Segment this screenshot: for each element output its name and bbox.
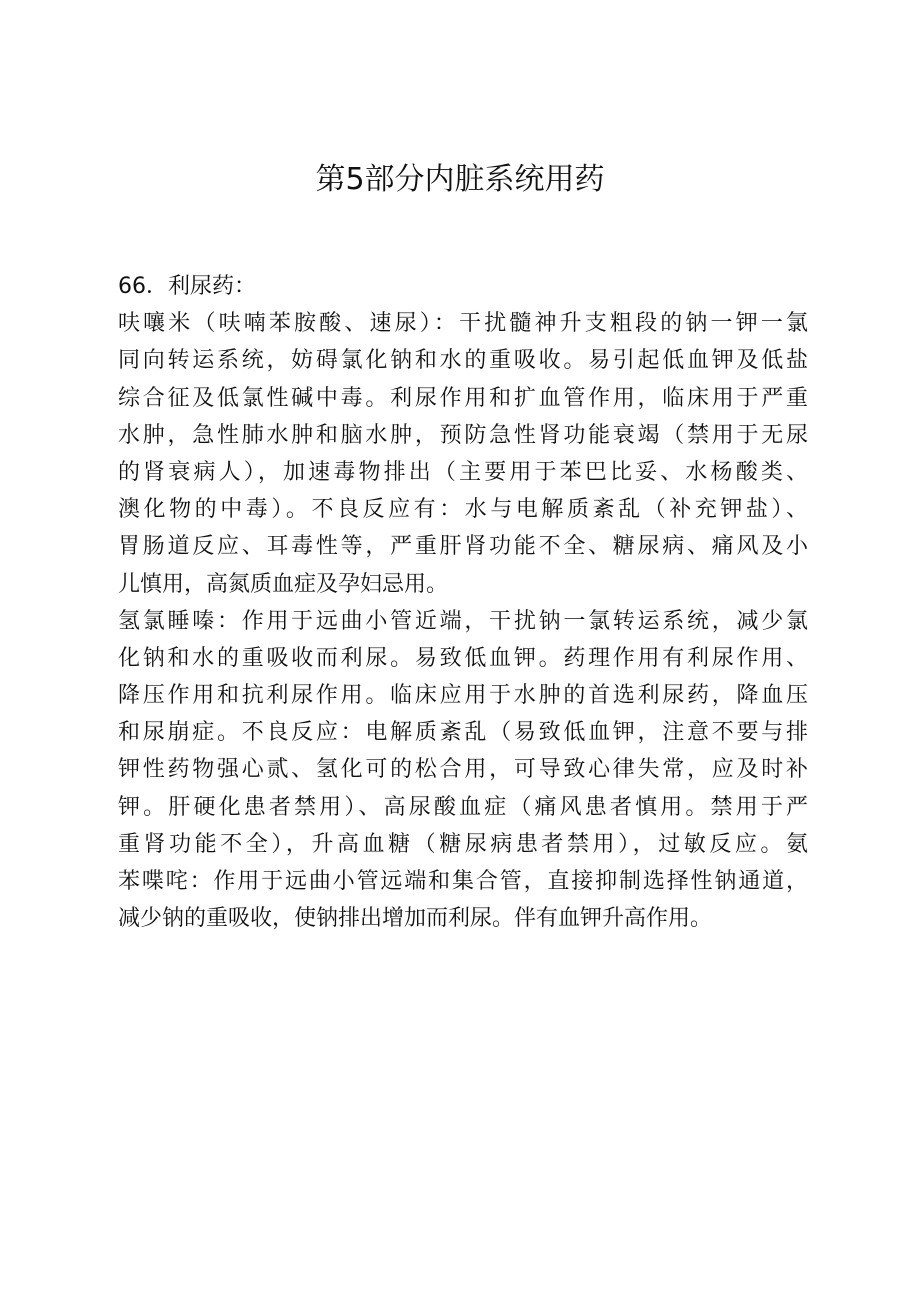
page-title: 第5部分内脏系统用药 — [315, 162, 605, 197]
section-heading: 66．利尿药： — [118, 274, 256, 299]
paragraph-line: 化钠和水的重吸收而利尿。易致低血钾。药理作用有利尿作用、 — [118, 645, 808, 671]
paragraph-line: 减少钠的重吸收，使钠排出增加而利尿。伴有血钾升高作用。 — [118, 906, 713, 932]
paragraph-line: 综合征及低氯性碱中毒。利尿作用和扩血管作用，临床用于严重 — [118, 385, 808, 411]
paragraph-line: 苯喋咤：作用于远曲小管远端和集合管，直接抑制选择性钠通道， — [118, 869, 808, 894]
paragraph-line: 澳化物的中毒）。不良反应有：水与电解质紊乱（补充钾盐）、 — [118, 497, 808, 523]
paragraph-line: 和尿崩症。不良反应：电解质紊乱（易致低血钾，注意不要与排 — [118, 720, 808, 746]
paragraph-line: 降压作用和抗利尿作用。临床应用于水肿的首选利尿药，降血压 — [118, 683, 808, 709]
paragraph-line: 同向转运系统，妨碍氯化钠和水的重吸收。易引起低血钾及低盐 — [118, 348, 808, 374]
paragraph-line: 的肾衰病人），加速毒物排出（主要用于苯巴比妥、水杨酸类、 — [118, 459, 808, 485]
paragraph-line: 儿慎用，高氮质血症及孕妇忌用。 — [118, 571, 449, 597]
paragraph-line: 胃肠道反应、耳毒性等，严重肝肾功能不全、糖尿病、痛风及小 — [118, 534, 808, 560]
document-body — [118, 268, 808, 937]
paragraph-line: 水肿，急性肺水肿和脑水肿，预防急性肾功能衰竭（禁用于无尿 — [118, 422, 808, 448]
paragraph-line: 呋嚷米（呋喃苯胺酸、速尿）：干扰髓神升支粗段的钠一钾一氯 — [118, 311, 808, 337]
paragraph-line: 氢氯睡嗪：作用于远曲小管近端，干扰钠一氯转运系统，减少氯 — [118, 608, 808, 634]
paragraph-line: 重肾功能不全），升高血糖（糖尿病患者禁用），过敏反应。氨 — [118, 831, 808, 857]
paragraph-line: 钾性药物强心贰、氢化可的松合用，可导致心律失常，应及时补 — [118, 757, 808, 783]
paragraph-line: 钾。肝硬化患者禁用）、高尿酸血症（痛风患者慎用。禁用于严 — [118, 794, 808, 820]
